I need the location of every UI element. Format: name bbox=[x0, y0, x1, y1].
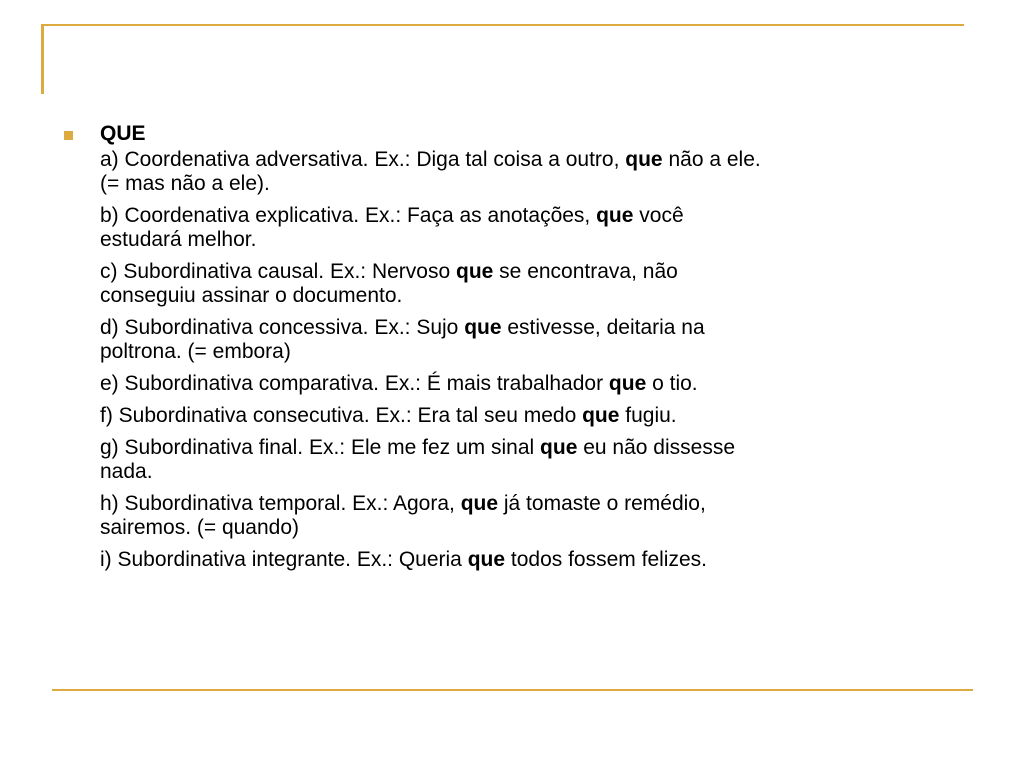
slide-heading: QUE bbox=[100, 122, 146, 145]
item-text-after: se encontrava, não bbox=[493, 260, 678, 283]
list-item-f bbox=[100, 404, 960, 436]
item-text-after: estivesse, deitaria na bbox=[501, 316, 705, 339]
frame-left-rule bbox=[41, 24, 44, 94]
item-keyword: que bbox=[596, 204, 634, 227]
item-keyword: que bbox=[460, 492, 499, 515]
slide-content bbox=[62, 118, 962, 580]
item-text: d) Subordinativa concessiva. Ex.: Sujo bbox=[100, 316, 465, 339]
item-text-after: já tomaste o remédio, bbox=[498, 492, 706, 515]
item-text: e) Subordinativa comparativa. Ex.: É mais trabalhador bbox=[100, 372, 609, 395]
item-text-after: fugiu. bbox=[619, 404, 677, 427]
list-item-d bbox=[100, 316, 960, 372]
item-keyword: que bbox=[540, 436, 578, 459]
item-continuation: poltrona. (= embora) bbox=[100, 340, 291, 363]
list-item-a bbox=[100, 148, 960, 204]
item-text-after: você bbox=[633, 204, 684, 227]
item-keyword: que bbox=[467, 548, 506, 571]
item-text: g) Subordinativa final. Ex.: Ele me fez um sinal bbox=[100, 436, 541, 459]
list-item-e bbox=[100, 372, 960, 404]
item-keyword: que bbox=[608, 372, 647, 395]
item-keyword: que bbox=[625, 148, 663, 171]
item-text: b) Coordenativa explicativa. Ex.: Faça as anotações, bbox=[100, 204, 597, 227]
item-text-after: não a ele. bbox=[662, 148, 761, 171]
item-text: c) Subordinativa causal. Ex.: Nervoso bbox=[100, 260, 456, 283]
item-text: i) Subordinativa integrante. Ex.: Queria bbox=[100, 548, 468, 571]
item-text: a) Coordenativa adversativa. Ex.: Diga tal coisa a outro, bbox=[100, 148, 626, 171]
item-keyword: que bbox=[464, 316, 502, 339]
item-text-after: o tio. bbox=[646, 372, 698, 395]
item-continuation: conseguiu assinar o documento. bbox=[100, 284, 403, 307]
frame-top-rule bbox=[41, 24, 964, 26]
list-item-i bbox=[100, 548, 960, 580]
item-text-after: todos fossem felizes. bbox=[505, 548, 707, 571]
square-bullet-icon bbox=[64, 131, 73, 140]
item-text: f) Subordinativa consecutiva. Ex.: Era tal seu medo bbox=[100, 404, 583, 427]
item-text: h) Subordinativa temporal. Ex.: Agora, bbox=[100, 492, 461, 515]
list-item-b bbox=[100, 204, 960, 260]
list-item-g bbox=[100, 436, 960, 492]
list-item-c bbox=[100, 260, 960, 316]
item-continuation: estudará melhor. bbox=[100, 228, 257, 251]
bullet-heading-row bbox=[62, 118, 962, 148]
item-continuation: nada. bbox=[100, 460, 153, 483]
item-text-after: eu não dissesse bbox=[577, 436, 735, 459]
item-continuation: (= mas não a ele). bbox=[100, 172, 270, 195]
list-item-h bbox=[100, 492, 960, 548]
item-continuation: sairemos. (= quando) bbox=[100, 516, 300, 539]
item-keyword: que bbox=[456, 260, 494, 283]
frame-bottom-rule bbox=[52, 689, 973, 691]
item-keyword: que bbox=[582, 404, 620, 427]
